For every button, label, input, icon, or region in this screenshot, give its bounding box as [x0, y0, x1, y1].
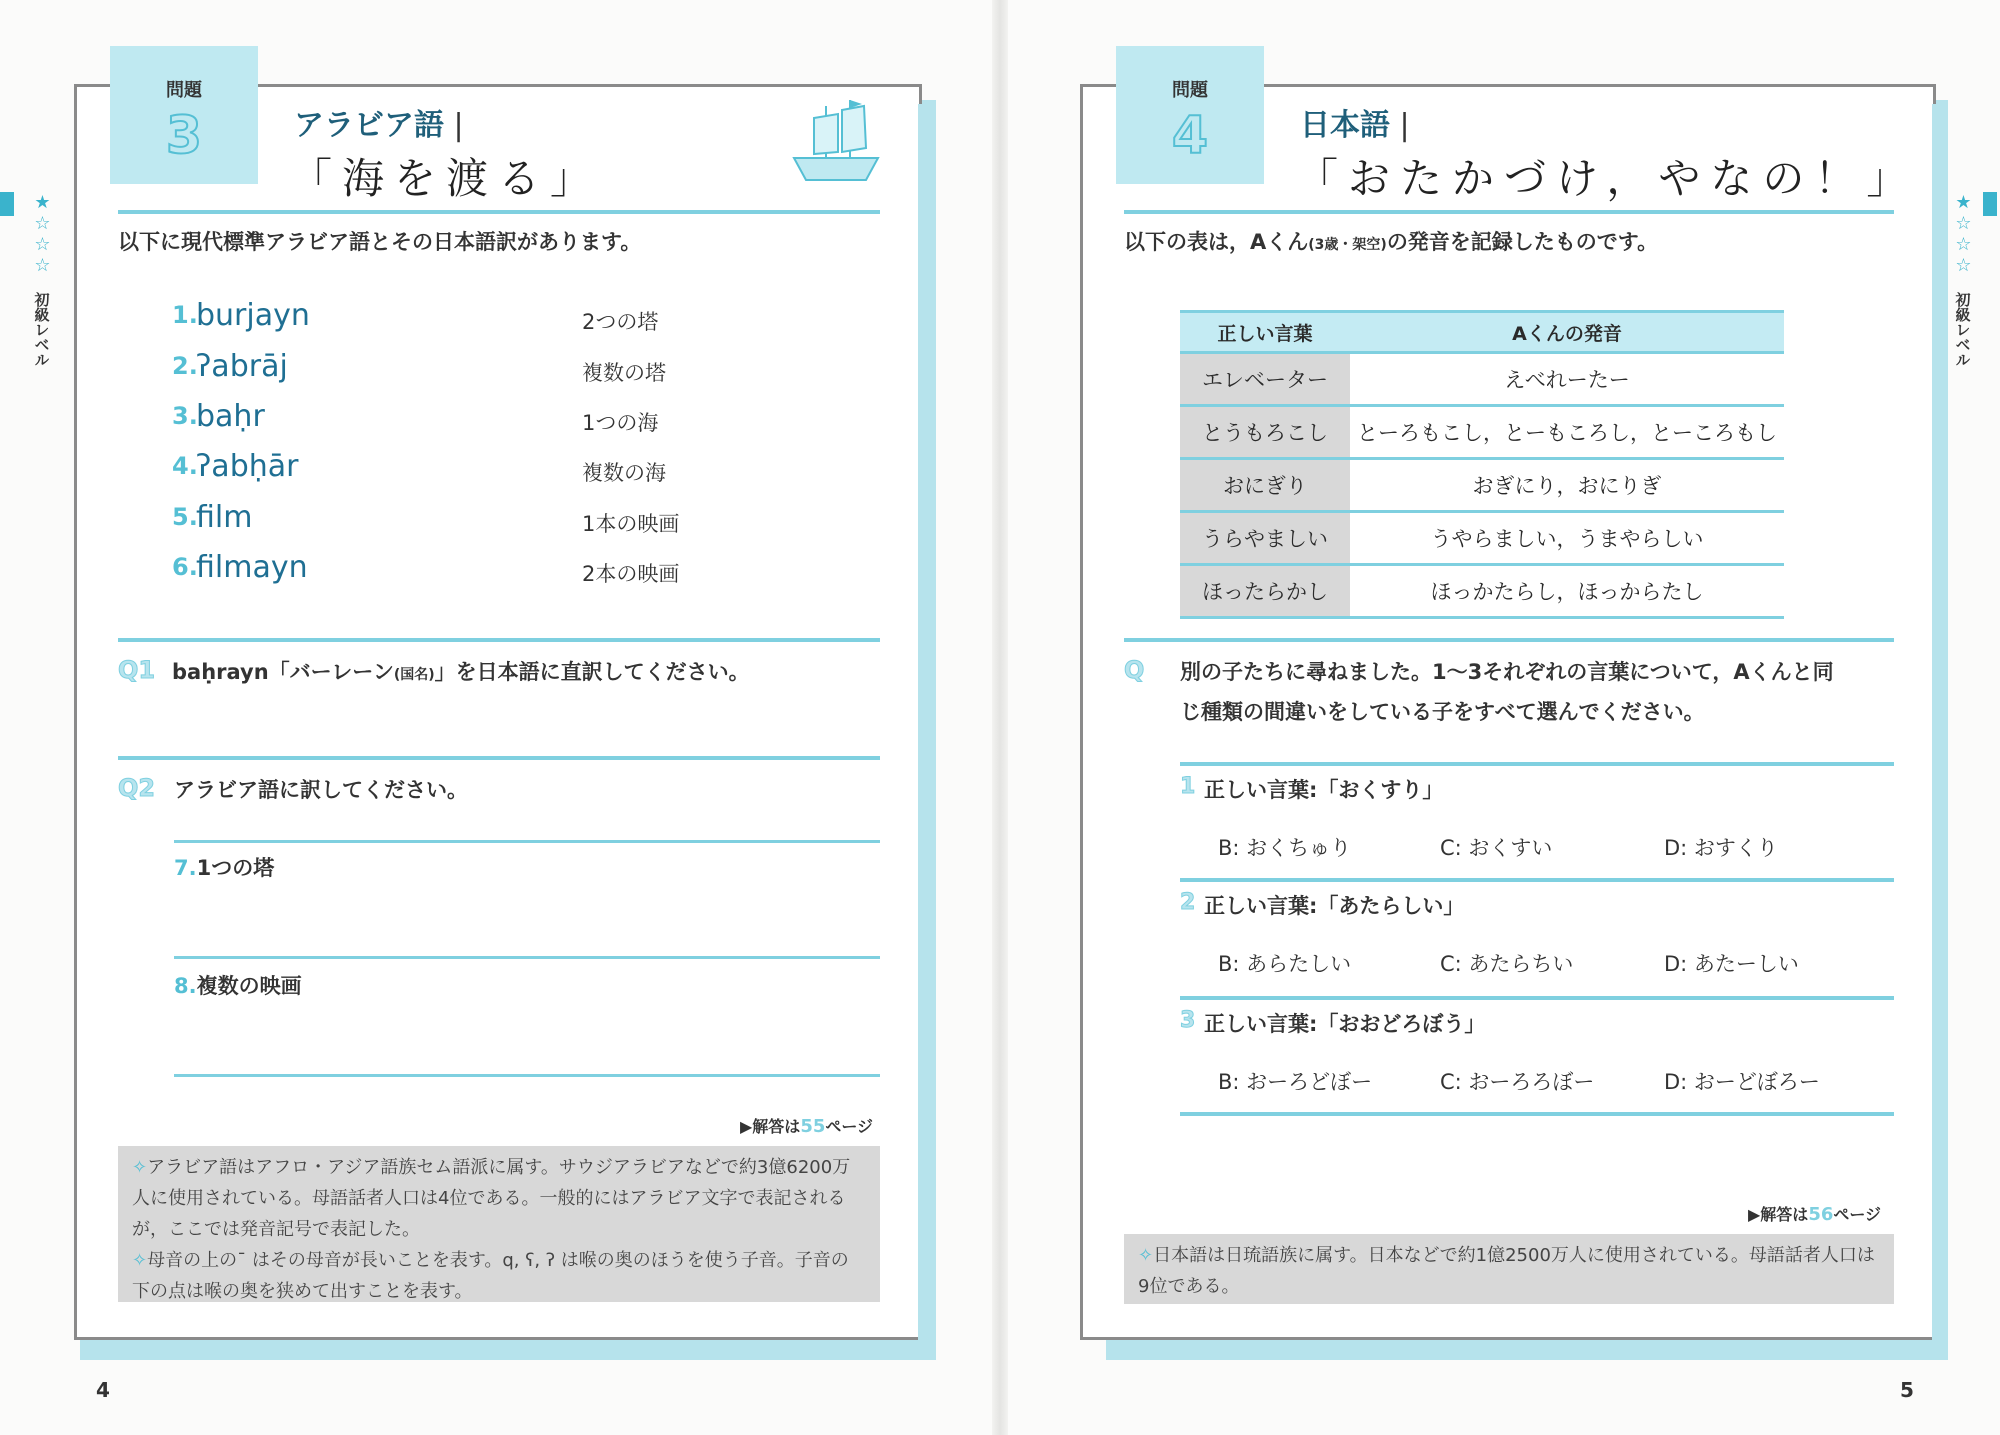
- word-gloss: 2本の映画: [582, 562, 680, 586]
- word-gloss: 1本の映画: [582, 512, 680, 536]
- table-header-row: [1180, 312, 1784, 353]
- problem-intro: 以下の表は，Aくん(3歳・架空)の発音を記録したものです。: [1124, 230, 1659, 254]
- level-marker: [1983, 192, 1997, 216]
- answer-line: [174, 956, 880, 959]
- level-label: 初級レベル: [1953, 292, 1972, 367]
- option-d: D: あたーしい: [1664, 952, 1799, 976]
- problem-tab-label: 問題: [1172, 80, 1208, 101]
- q2-item: 8.複数の映画: [174, 974, 302, 998]
- difficulty-stars: ★☆☆☆: [1953, 192, 1974, 276]
- table-row: [1180, 353, 1784, 406]
- answer-line: [174, 840, 880, 843]
- language-note: [118, 1146, 880, 1302]
- book-gutter: [992, 0, 1008, 1435]
- problem-tab: [1116, 46, 1264, 184]
- table-row: [1180, 459, 1784, 512]
- table-cell-pronunciation: うやらましい，うまやらしい: [1350, 512, 1784, 565]
- table-header: Aくんの発音: [1350, 312, 1784, 353]
- note-paragraph: ✧アラビア語はアフロ・アジア語族セム語派に属す。サウジアラビアなどで約3億6200万人に使用されている。母語話者人口は4位である。一般的にはアラビア文字で表記されるが，ここでは発音記号で表記した。: [132, 1157, 851, 1240]
- word-gloss: 1つの海: [582, 411, 659, 435]
- word-gloss: 複数の海: [582, 461, 666, 485]
- level-label: 初級レベル: [32, 292, 51, 367]
- table-cell-correct: とうもろこし: [1180, 406, 1350, 459]
- word-number: 3.: [172, 402, 198, 430]
- subquestion-label: 正しい言葉:「おおどろぼう」: [1204, 1012, 1486, 1036]
- subquestion-number: 2: [1180, 890, 1196, 915]
- option-c: C: おくすい: [1440, 836, 1553, 860]
- answer-reference: ▶解答は56ページ: [1748, 1204, 1882, 1225]
- answer-line: [174, 1074, 880, 1077]
- ship-icon: [786, 96, 886, 186]
- table-row: [1180, 406, 1784, 459]
- level-sidebar-right: [1943, 192, 1983, 367]
- q1-text: baḥrayn「バーレーン(国名)」を日本語に直訳してください。: [172, 660, 750, 684]
- page-number: 4: [96, 1378, 110, 1402]
- title-divider: [1124, 210, 1894, 214]
- answer-line-q1: [118, 756, 880, 760]
- q2-item: 7.1つの塔: [174, 856, 275, 880]
- option-c: C: あたらちい: [1440, 952, 1574, 976]
- note-paragraph: ✧日本語は日琉語族に属す。日本などで約1億2500万人に使用されている。母語話者人口は9位である。: [1138, 1245, 1875, 1297]
- subquestion-number: 3: [1180, 1008, 1196, 1033]
- level-marker: [0, 192, 14, 216]
- problem-number: 3: [165, 106, 203, 166]
- section-divider: [1124, 638, 1894, 642]
- word-number: 6.: [172, 553, 198, 581]
- q-tag: Q: [1124, 656, 1145, 684]
- word-number: 1.: [172, 301, 198, 329]
- table-cell-pronunciation: ほっかたらし，ほっからたし: [1350, 565, 1784, 618]
- q-text-line1: 別の子たちに尋ねました。1〜3それぞれの言葉について，Aくんと同: [1180, 660, 1834, 684]
- option-d: D: おーどぼろー: [1664, 1070, 1820, 1094]
- subquestion-divider: [1180, 762, 1894, 766]
- word-gloss: 複数の塔: [582, 361, 666, 385]
- subquestion-label: 正しい言葉:「おくすり」: [1204, 778, 1444, 802]
- problem-title: 「海を渡る」: [290, 154, 603, 203]
- table-header: 正しい言葉: [1180, 312, 1350, 353]
- word-number: 2.: [172, 352, 198, 380]
- problem-title: 「おたかづけ，やなの！」: [1296, 154, 1919, 203]
- word-number: 4.: [172, 452, 198, 480]
- page-left: [0, 0, 992, 1435]
- table-cell-correct: おにぎり: [1180, 459, 1350, 512]
- table-cell-pronunciation: とーろもこし，とーもころし，とーころもし: [1350, 406, 1784, 459]
- table-row: [1180, 512, 1784, 565]
- q2-tag: Q2: [118, 774, 156, 802]
- answer-reference: ▶解答は55ページ: [740, 1116, 874, 1137]
- word-arabic: ʔabrāj: [196, 349, 288, 384]
- q2-text: アラビア語に訳してください。: [174, 778, 468, 802]
- panel-right-edge: [918, 104, 936, 1360]
- word-number: 5.: [172, 503, 198, 531]
- word-arabic: ʔabḥār: [196, 449, 299, 484]
- pronunciation-table: [1180, 310, 1784, 619]
- q1-tag: Q1: [118, 656, 156, 684]
- section-divider: [118, 638, 880, 642]
- word-arabic: filmayn: [196, 550, 308, 585]
- option-d: D: おすくり: [1664, 836, 1778, 860]
- panel-right-edge: [1932, 104, 1948, 1360]
- subquestion-divider: [1180, 996, 1894, 1000]
- word-arabic: film: [196, 500, 253, 535]
- subquestion-divider: [1180, 878, 1894, 882]
- subquestion-label: 正しい言葉:「あたらしい」: [1204, 894, 1465, 918]
- problem-intro: 以下に現代標準アラビア語とその日本語訳があります。: [118, 230, 642, 254]
- problem-tab: [110, 46, 258, 184]
- table-cell-pronunciation: おぎにり，おにりぎ: [1350, 459, 1784, 512]
- language-title: 日本語 |: [1300, 108, 1410, 143]
- table-cell-correct: ほったらかし: [1180, 565, 1350, 618]
- table-cell-correct: エレベーター: [1180, 353, 1350, 406]
- word-gloss: 2つの塔: [582, 310, 659, 334]
- difficulty-stars: ★☆☆☆: [32, 192, 53, 276]
- word-arabic: baḥr: [196, 399, 265, 434]
- option-b: B: あらたしい: [1218, 952, 1352, 976]
- title-divider: [118, 210, 880, 214]
- subquestion-number: 1: [1180, 774, 1196, 799]
- page-right: [1008, 0, 2000, 1435]
- language-note: [1124, 1234, 1894, 1304]
- table-cell-correct: うらやましい: [1180, 512, 1350, 565]
- note-paragraph: ✧母音の上の¯ はその母音が長いことを表す。q, ʕ, ʔ は喉の奥のほうを使う子音。子音の下の点は喉の奥を狭めて出すことを表す。: [132, 1250, 849, 1302]
- problem-number: 4: [1171, 106, 1209, 166]
- option-c: C: おーろろぼー: [1440, 1070, 1595, 1094]
- option-b: B: おくちゅり: [1218, 836, 1352, 860]
- problem-tab-label: 問題: [166, 80, 202, 101]
- q-text-line2: じ種類の間違いをしている子をすべて選んでください。: [1180, 700, 1705, 724]
- table-cell-pronunciation: えべれーたー: [1350, 353, 1784, 406]
- page-number: 5: [1900, 1378, 1914, 1402]
- table-row: [1180, 565, 1784, 618]
- level-sidebar-left: [22, 192, 62, 367]
- language-title: アラビア語 |: [294, 108, 464, 143]
- subquestion-divider: [1180, 1112, 1894, 1116]
- word-arabic: burjayn: [196, 298, 310, 333]
- option-b: B: おーろどぼー: [1218, 1070, 1373, 1094]
